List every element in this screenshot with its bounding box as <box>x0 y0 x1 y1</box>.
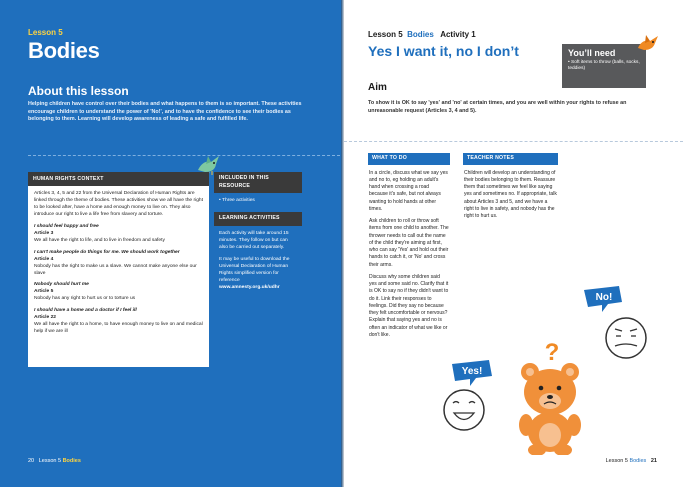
breadcrumb-section: Bodies <box>407 30 434 39</box>
left-footer <box>28 458 81 464</box>
page-number: 20 <box>28 458 35 464</box>
learning-text-2: It may be useful to download the Universal Declaration of Human Rights simplified version for reference <box>219 257 290 284</box>
article-block <box>34 250 203 278</box>
teacher-notes-heading: TEACHER NOTES <box>463 153 558 165</box>
aim-text: To show it is OK to say 'yes' and 'no' at certain times, and you are well within your rights to refuse an unreasonable request (Articles 3, 4 and 5). <box>368 100 627 114</box>
article-title: I should have a home and a doctor if I feel ill <box>34 308 137 314</box>
article-text: Nobody has the right to make us a slave. We cannot make anyone else our slave <box>34 263 197 276</box>
teacher-notes-text: Children will develop an understanding of their bodies belonging to them. Reassure them that sometimes we feel like saying yes and sometimes no. If appropriate, talk about Articles 3 and 5, and we have a right to live in safety, and nobody has the right to hurt us. <box>464 169 557 220</box>
question-mark: ? <box>544 339 560 366</box>
teddy-bear-icon <box>519 363 581 455</box>
article-number: Article 4 <box>34 256 54 262</box>
article-number: Article 5 <box>34 289 54 295</box>
footer-lesson: Lesson 5 <box>605 458 628 464</box>
about-text: Helping children have control over their bodies and what happens to them is so important. These activities encourage children to understand the power of 'No!', and to have the confidence to see their bodies as belonging to them. Learning will develop awareness of leading a safe and fulfilled life. <box>28 101 302 123</box>
activity-title: Yes I want it, no I don’t <box>368 43 519 59</box>
instruction-paragraph: Ask children to roll or throw soft items from one child to another. The thrower needs to call out the name of the child they're aiming at first, who can say 'Yes' and hold out their hands to catch it, or 'No' and cross their arms. <box>369 218 449 268</box>
included-heading: INCLUDED IN THIS RESOURCE <box>214 172 302 193</box>
lesson-label: Lesson 5 <box>28 28 63 37</box>
left-page <box>0 0 341 487</box>
yes-speech-bubble <box>452 360 492 386</box>
instruction-paragraph: In a circle, discuss what we say yes and no to, eg holding an adult's hand when crossing a road because it's safe, but not always wanting to hold hands at other times. <box>369 169 448 212</box>
article-block <box>34 224 203 245</box>
youll-need-heading: You’ll need <box>568 48 616 58</box>
included-item: • Three activities <box>219 198 255 204</box>
article-text: Nobody has any right to hurt us or to torture us <box>34 296 136 302</box>
instruction-paragraph: Discuss why some children said yes and some said no. Clarify that it is OK to say no if they didn't want to do it. Link their responses to feelings. Did they say no because they felt uncomfortable or nervous? Explain that saying yes and no is often an indicator of what we like or don't like. <box>369 273 449 338</box>
section-divider <box>344 141 683 142</box>
learning-text-1: Each activity will take around 15 minutes. They follow on but can also be carried out separately. <box>219 230 289 250</box>
orange-bird-icon <box>634 32 660 54</box>
teacher-notes-column <box>463 153 558 225</box>
article-text: We all have the right to life, and to live in freedom and safety <box>34 237 165 243</box>
footer-lesson: Lesson 5 <box>38 458 62 464</box>
youll-need-item: • Soft items to throw (balls, socks, teddies) <box>568 60 640 72</box>
yes-bubble-text: Yes! <box>461 366 483 377</box>
article-title: I can't make people do things for me. We should work together <box>34 249 180 255</box>
illustration <box>404 270 683 455</box>
aim-heading: Aim <box>368 82 387 93</box>
right-page <box>344 0 683 487</box>
footer-title: Bodies <box>629 458 647 464</box>
footer-title: Bodies <box>62 458 81 464</box>
about-heading: About this lesson <box>28 84 129 98</box>
human-rights-context-box <box>28 172 209 367</box>
article-block <box>34 282 203 303</box>
right-footer <box>606 458 657 464</box>
no-speech-bubble <box>584 286 622 312</box>
article-number: Article 3 <box>34 230 54 236</box>
section-divider <box>28 155 340 156</box>
article-number: Article 22 <box>34 315 57 321</box>
article-block <box>34 308 203 336</box>
breadcrumb-lesson: Lesson 5 <box>368 30 403 39</box>
human-rights-intro: Articles 3, 4, 5 and 22 from the Universal Declaration of Human Rights are linked through the theme of bodies. These activities show we all have the right to be looked after, have a home and enough money to live on. They also introduce our right to live a life free from slavery and torture. <box>34 191 204 217</box>
sidebar-info <box>214 172 302 300</box>
learning-activities-heading: LEARNING ACTIVITIES <box>214 212 302 226</box>
article-title: I should feel happy and free <box>34 223 99 229</box>
activity-breadcrumb <box>368 30 476 39</box>
lesson-title: Bodies <box>28 38 100 63</box>
article-text: We all have the right to a home, to have enough money to live on and medical help if we are ill <box>34 322 203 335</box>
uncertain-face-icon <box>606 318 646 358</box>
human-rights-context-heading: HUMAN RIGHTS CONTEXT <box>28 172 209 186</box>
what-to-do-heading: WHAT TO DO <box>368 153 450 165</box>
page-number: 21 <box>650 458 657 464</box>
breadcrumb-activity: Activity 1 <box>440 30 476 39</box>
udhr-link[interactable]: www.amnesty.org.uk/udhr <box>219 285 280 291</box>
no-bubble-text: No! <box>595 292 613 303</box>
happy-face-icon <box>444 390 484 430</box>
article-title: Nobody should hurt me <box>34 282 89 288</box>
